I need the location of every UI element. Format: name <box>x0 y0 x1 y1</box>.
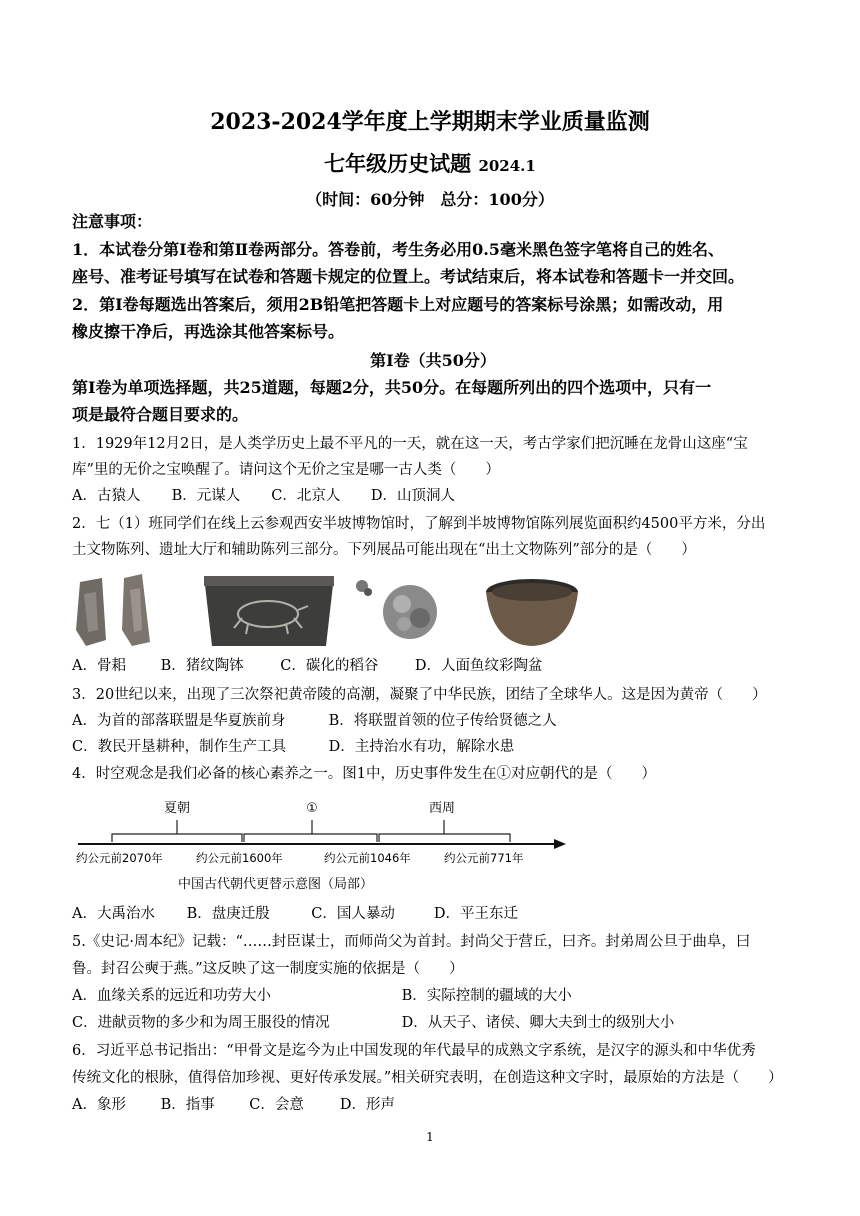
q6-stem-1: 6．习近平总书记指出：“甲骨文是迄今为止中国发现的年代最早的成熟文字系统，是汉字的源头和中华优秀 <box>72 1043 756 1059</box>
q6-option-a[interactable]: A．象形 <box>72 1097 126 1113</box>
q2-options <box>72 654 794 678</box>
q3-options-row-2 <box>72 735 794 759</box>
q5-option-b[interactable]: B．实际控制的疆域的大小 <box>401 988 572 1004</box>
q4-option-d[interactable]: D．平王东迁 <box>433 906 518 922</box>
q2-option-c[interactable]: C．碳化的稻谷 <box>280 658 379 674</box>
notes-heading: 注意事项： <box>72 212 153 231</box>
q1-stem-1: 1．1929年12月2日，是人类学历史上最不平凡的一天，就在这一天，考古学家们把沉睡在龙骨山这座“宝 <box>72 436 748 452</box>
dynasty-timeline-figure <box>72 792 572 896</box>
q6-stem-2: 传统文化的根脉，值得倍加珍视、更好传承发展。”相关研究表明，在创造这种文字时，最原始的方法是（ ） <box>72 1070 783 1086</box>
exam-title: 2023-2024学年度上学期期末学业质量监测 <box>210 109 650 135</box>
timeline-label-blank: ① <box>306 801 318 816</box>
q5-stem-2: 鲁。封召公奭于燕。”这反映了这一制度实施的依据是（ ） <box>72 961 464 977</box>
q2-stem-1: 2．七（1）班同学们在线上云参观西安半坡博物馆时，了解到半坡博物馆陈列展览面积约4500平方米，分出 <box>72 516 766 532</box>
carbonized-rice-image <box>356 580 437 639</box>
q2-stem-2: 土文物陈列、遗址大厅和辅助陈列三部分。下列展品可能出现在“出土文物陈列”部分的是（ ） <box>72 542 696 558</box>
pig-pottery-bowl-image <box>204 576 334 646</box>
q3-stem-1: 3．20世纪以来，出现了三次祭祀黄帝陵的高潮，凝聚了中华民族，团结了全球华人。这是因为黄帝（ ） <box>72 687 767 703</box>
timeline-arrow <box>554 839 566 849</box>
q2-option-b[interactable]: B．猪纹陶钵 <box>160 658 244 674</box>
page-number: 1 <box>426 1130 434 1144</box>
q3-option-a[interactable]: A．为首的部落联盟是华夏族前身 <box>72 713 286 729</box>
notes-line-3: 2．第Ⅰ卷每题选出答案后，须用2B铅笔把答题卡上对应题号的答案标号涂黑；如需改动，用 <box>72 295 724 314</box>
q4-option-c[interactable]: C．国人暴动 <box>311 906 395 922</box>
q5-options-row-2 <box>72 1011 794 1035</box>
q3-option-c[interactable]: C．教民开垦耕种，制作生产工具 <box>72 739 287 755</box>
subject-label: 七年级历史试题 <box>324 151 472 176</box>
notes-line-1: 1．本试卷分第Ⅰ卷和第Ⅱ卷两部分。答卷前，考生务必用0.5毫米黑色签字笔将自己的姓名、 <box>72 240 724 259</box>
q1-option-c[interactable]: C．北京人 <box>271 488 341 504</box>
q4-options <box>72 902 794 926</box>
q4-stem-1: 4．时空观念是我们必备的核心素养之一。图1中，历史事件发生在①对应朝代的是（ ） <box>72 766 656 782</box>
exam-date: 2024.1 <box>478 157 536 175</box>
q6-option-b[interactable]: B．指事 <box>160 1097 215 1113</box>
timeline-date-1: 约公元前2070年 <box>76 851 163 865</box>
q3-option-b[interactable]: B．将联盟首领的位子传给贤德之人 <box>328 713 557 729</box>
q3-option-d[interactable]: D．主持治水有功，解除水患 <box>328 739 515 755</box>
q4-option-b[interactable]: B．盘庚迁殷 <box>186 906 270 922</box>
q4-option-a[interactable]: A．大禹治水 <box>72 906 155 922</box>
time-info: （时间：60分钟 总分：100分） <box>306 190 554 209</box>
section-desc-1: 第Ⅰ卷为单项选择题，共25道题，每题2分，共50分。在每题所列出的四个选项中，只有一 <box>72 378 712 397</box>
timeline-label-xia: 夏朝 <box>163 801 191 816</box>
timeline-brackets <box>112 820 510 842</box>
q5-option-c[interactable]: C．进献贡物的多少和为周王服役的情况 <box>72 1015 330 1031</box>
q1-option-d[interactable]: D．山顶洞人 <box>370 488 455 504</box>
q2-option-a[interactable]: A．骨耜 <box>72 658 126 674</box>
q1-stem-2: 库”里的无价之宝唤醒了。请问这个无价之宝是哪一古人类（ ） <box>72 462 500 478</box>
q5-option-d[interactable]: D．从天子、诸侯、卿大夫到士的级别大小 <box>401 1015 675 1031</box>
timeline-date-3: 约公元前1046年 <box>324 851 411 865</box>
q5-option-a[interactable]: A．血缘关系的远近和功劳大小 <box>72 988 271 1004</box>
timeline-date-2: 约公元前1600年 <box>196 851 283 865</box>
timeline-date-4: 约公元前771年 <box>444 851 524 865</box>
timeline-label-western-zhou: 西周 <box>428 801 456 816</box>
timeline-caption: 中国古代朝代更替示意图（局部） <box>178 877 374 892</box>
section-desc-2: 项是最符合题目要求的。 <box>72 405 249 424</box>
q5-options-row-1 <box>72 984 794 1008</box>
q1-options <box>72 484 794 508</box>
q6-option-d[interactable]: D．形声 <box>339 1097 395 1113</box>
notes-line-2: 座号、准考证号填写在试卷和答题卡规定的位置上。考试结束后，将本试卷和答题卡一并交回。 <box>72 267 745 286</box>
q5-stem-1: 5.《史记·周本纪》记载：“……封臣谋士，而师尚父为首封。封尚父于营丘，曰齐。封弟周公旦于曲阜，曰 <box>72 934 751 950</box>
section-title: 第Ⅰ卷（共50分） <box>370 351 496 370</box>
bone-spade-image <box>76 574 150 646</box>
q2-option-d[interactable]: D．人面鱼纹彩陶盆 <box>414 658 543 674</box>
q1-option-b[interactable]: B．元谋人 <box>171 488 241 504</box>
notes-line-4: 橡皮擦干净后，再选涂其他答案标号。 <box>72 322 345 341</box>
painted-pottery-basin-image <box>486 579 578 646</box>
q6-options <box>72 1093 794 1117</box>
q3-options-row-1 <box>72 709 794 733</box>
exam-subject <box>0 148 860 178</box>
q6-option-c[interactable]: C．会意 <box>249 1097 304 1113</box>
artifact-images <box>72 570 592 652</box>
q1-option-a[interactable]: A．古猿人 <box>72 488 141 504</box>
